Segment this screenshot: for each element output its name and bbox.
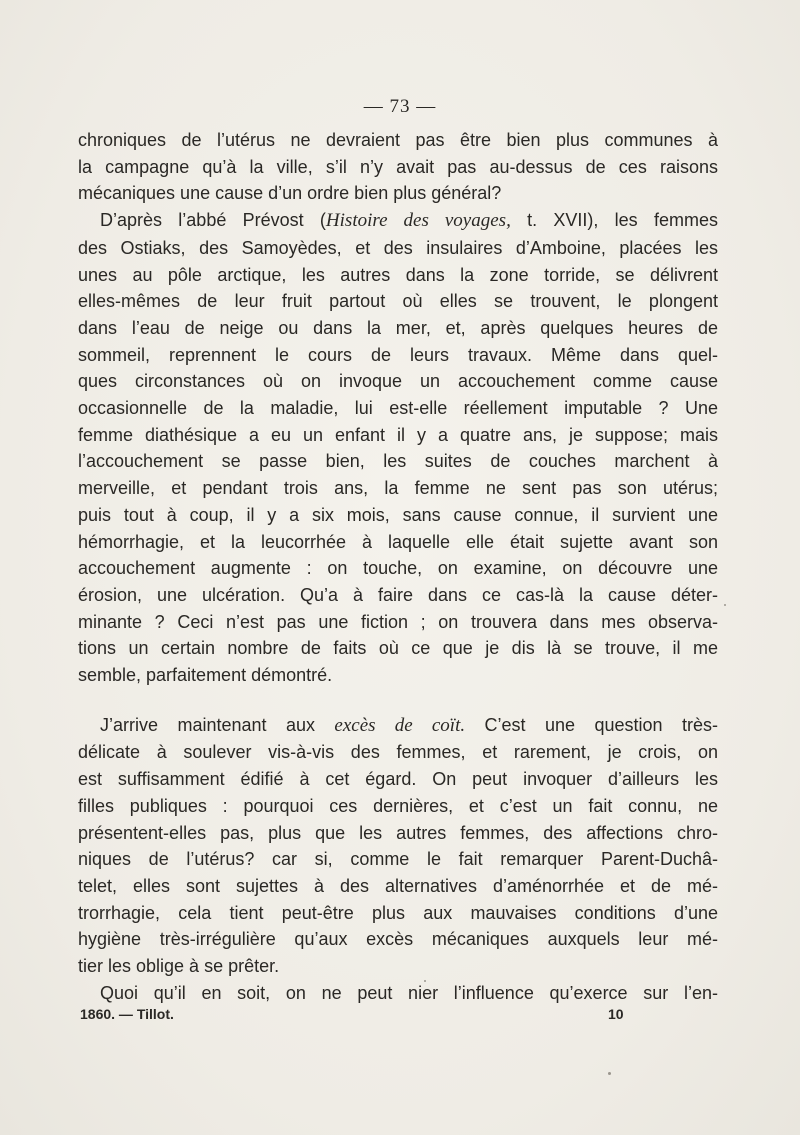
text-line: femme diathésique a eu un enfant il y a quatre ans, je suppose; mais <box>78 424 718 445</box>
text-line: accouchement augmente : on touche, on examine, on découvre une <box>78 558 718 579</box>
text-line: merveille, et pendant trois ans, la femme ne sent pas son utérus; <box>78 478 718 499</box>
text-line: présentent-elles pas, plus que les autres femmes, des affections chro- <box>78 822 718 843</box>
text-line: occasionnelle de la maladie, lui est-elle réellement imputable ? Une <box>78 398 718 419</box>
text-line: sommeil, reprennent le cours de leurs travaux. Même dans quel- <box>78 344 718 365</box>
text-line: Quoi qu’il en soit, on ne peut nier l’influence qu’exerce sur l’en- <box>100 982 718 1003</box>
text-line: chroniques de l’utérus ne devraient pas être bien plus communes à <box>78 130 718 150</box>
text-line: hygiène très-irrégulière qu’aux excès mécaniques auxquels leur mé- <box>78 929 718 950</box>
paper-speck <box>724 604 726 606</box>
sheet-number: 10 <box>608 1006 624 1022</box>
paragraph-1 <box>78 127 718 207</box>
text-line: la campagne qu’à la ville, s’il n’y avait pas au-dessus de ces raisons <box>78 156 718 177</box>
text-line: dans l’eau de neige ou dans la mer, et, après quelques heures de <box>78 317 718 338</box>
text-line: est suffisamment édifié à cet égard. On peut invoquer d’ailleurs les <box>78 769 718 790</box>
paper-speck <box>424 980 426 982</box>
italic-phrase: excès de coït. <box>334 714 466 736</box>
text-line: érosion, une ulcération. Qu’a à faire dans ce cas-là la cause déter- <box>78 584 718 605</box>
text-line: puis tout à coup, il y a six mois, sans cause connue, il survient une <box>78 504 718 525</box>
text-line: délicate à soulever vis-à-vis des femmes, et rarement, je crois, on <box>78 742 718 763</box>
text-line: mécaniques une cause d’un ordre bien plus général? <box>78 183 502 204</box>
text-line: telet, elles sont sujettes à des alternatives d’aménorrhée et de mé- <box>78 875 718 896</box>
text-line: minante ? Ceci n’est pas une fiction ; on trouvera dans mes observa- <box>78 611 718 632</box>
paragraph-4 <box>78 980 718 1007</box>
text-run: t. XVII), les femmes <box>510 210 718 231</box>
paragraph-2 <box>78 207 718 689</box>
text-line: tier les oblige à se prêter. <box>78 956 280 977</box>
text-line: niques de l’utérus? car si, comme le fait remarquer Parent-Duchâ- <box>78 849 718 870</box>
text-run: C’est une question très- <box>465 714 718 735</box>
text-line: trorrhagie, cela tient peut-être plus aux mauvaises conditions d’une <box>78 902 718 923</box>
text-line: tions un certain nombre de faits où ce que je dis là se trouve, il me <box>78 638 718 659</box>
signature-text: 1860. — Tillot. <box>80 1006 174 1022</box>
text-line: des Ostiaks, des Samoyèdes, et des insulaires d’Amboine, placées les <box>78 237 718 258</box>
page-number: — 73 — <box>363 96 437 117</box>
text-line: hémorrhagie, et la leucorrhée à laquelle elle était sujette avant son <box>78 531 718 552</box>
text-line: semble, parfaitement démontré. <box>78 665 333 686</box>
text-line: elles-mêmes de leur fruit partout où elles se trouvent, le plongent <box>78 291 718 312</box>
italic-title: Histoire des voyages, <box>325 210 511 232</box>
body-text <box>78 127 718 1007</box>
text-line-first <box>78 207 718 235</box>
text-line: l’accouchement se passe bien, les suites de couches marchent à <box>78 451 718 472</box>
text-line-first <box>78 712 718 740</box>
paragraph-3 <box>78 712 718 980</box>
text-line: filles publiques : pourquoi ces dernières, et c’est un fait connu, ne <box>78 795 718 816</box>
text-run: J’arrive maintenant aux <box>100 714 335 735</box>
text-line: unes au pôle arctique, les autres dans la zone torride, se délivrent <box>78 264 718 285</box>
paper-speck <box>608 1072 611 1075</box>
text-line: ques circonstances où on invoque un accouchement comme cause <box>78 371 718 392</box>
text-run: D’après l’abbé Prévost ( <box>100 210 326 231</box>
